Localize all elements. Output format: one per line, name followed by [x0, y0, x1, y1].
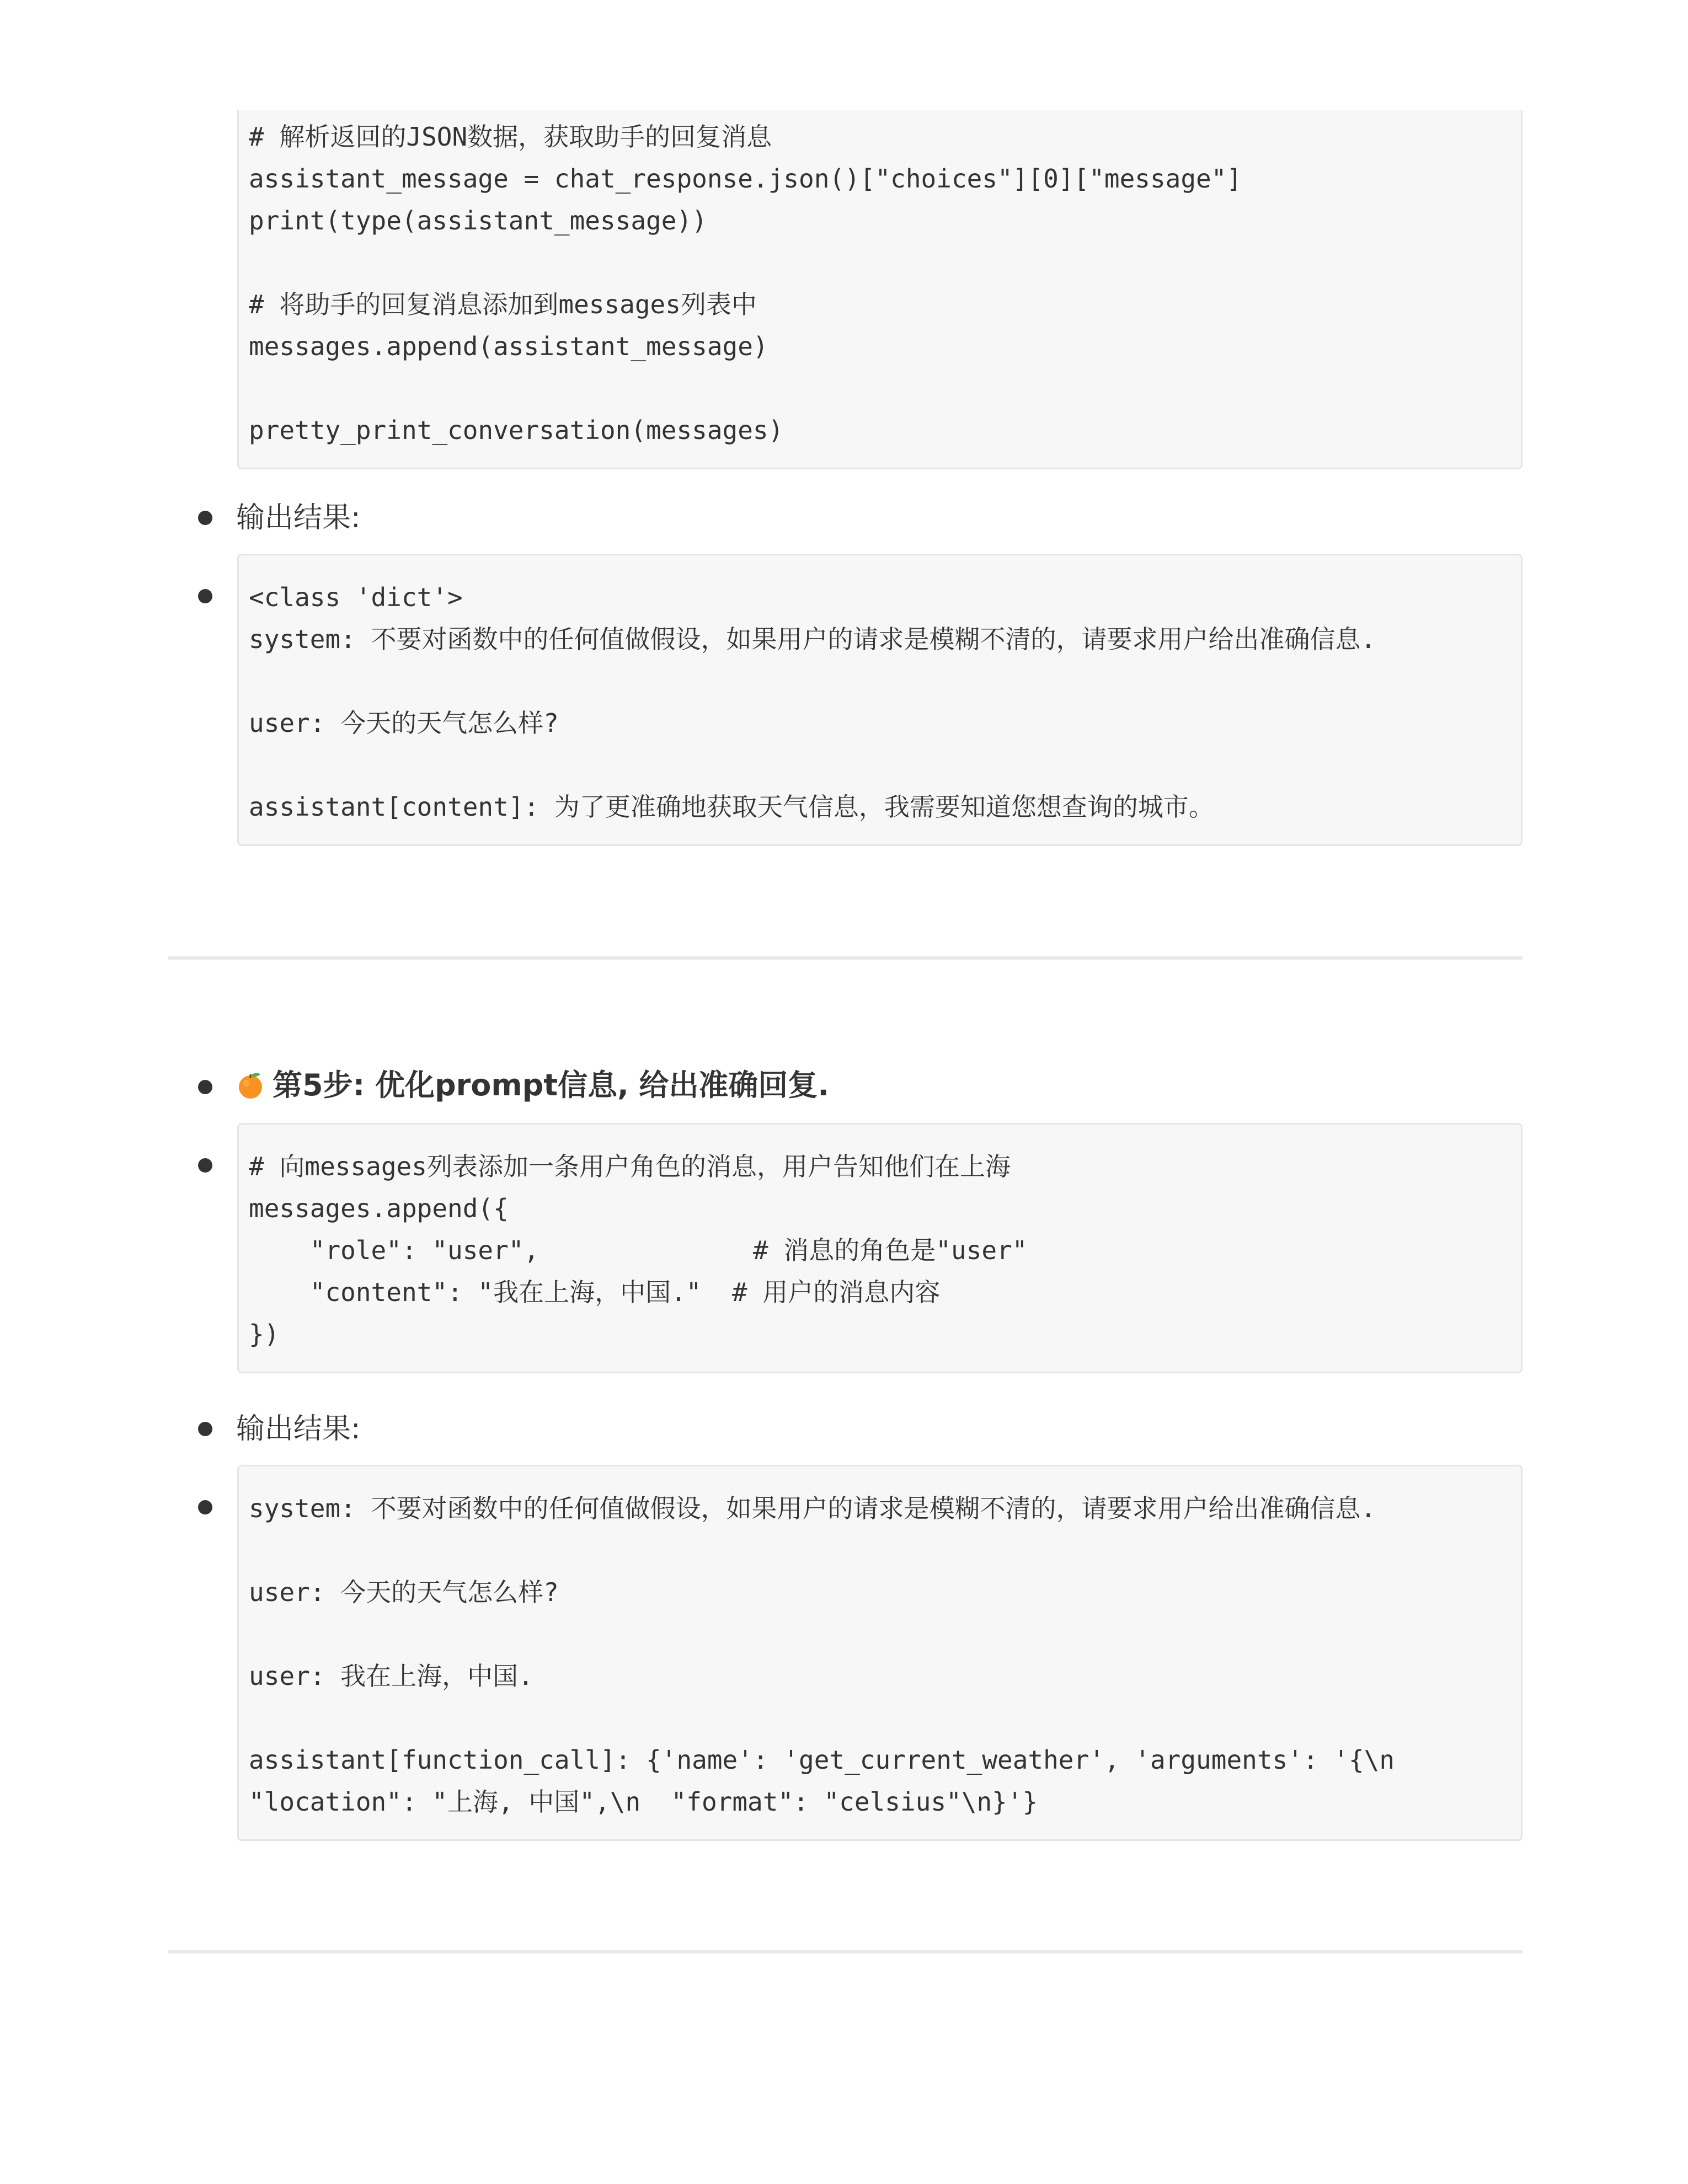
- step4-output-block: [237, 554, 1523, 846]
- code-line: messages.append({: [249, 1193, 509, 1223]
- bullet-dot: [198, 1080, 212, 1094]
- bullet-dot: [198, 511, 212, 525]
- output-line: <class 'dict'>: [249, 582, 463, 612]
- step5-output-label: 输出结果:: [236, 1412, 361, 1446]
- code-line: }): [249, 1319, 280, 1349]
- code-line: messages.append(assistant_message): [249, 331, 768, 361]
- step4-output-label: 输出结果:: [236, 501, 361, 534]
- output-line: system: 不要对函数中的任何值做假设，如果用户的请求是模糊不清的，请要求用户给出准确信息.: [249, 624, 1376, 654]
- code-line: # 向messages列表添加一条用户角色的消息，用户告知他们在上海: [249, 1152, 1011, 1181]
- code-line: print(type(assistant_message)): [249, 206, 707, 235]
- code-line: pretty_print_conversation(messages): [249, 415, 784, 445]
- bullet-dot: [198, 1500, 212, 1514]
- section-divider: [168, 956, 1523, 960]
- output-line: user: 今天的天气怎么样?: [249, 708, 559, 738]
- output-line: [249, 744, 1510, 786]
- code-line: "role": "user", # 消息的角色是"user": [249, 1235, 1028, 1265]
- section-divider: [168, 1950, 1523, 1953]
- output-line: assistant[content]: 为了更准确地获取天气信息，我需要知道您想查询的城市。: [249, 792, 1214, 822]
- code-line: assistant_message = chat_response.json()["choices"][0]["message"]: [249, 164, 1242, 194]
- output-line: user: 今天的天气怎么样?: [249, 1577, 559, 1607]
- output-line: [249, 1529, 1510, 1571]
- output-line: assistant[function_call]: {'name': 'get_current_weather', 'arguments': '{\n: [249, 1745, 1395, 1775]
- output-line: "location": "上海, 中国",\n "format": "celsius"\n}'}: [249, 1787, 1038, 1817]
- output-line: [249, 660, 1510, 702]
- code-line: "content": "我在上海，中国." # 用户的消息内容: [249, 1277, 941, 1307]
- output-line: user: 我在上海，中国.: [249, 1661, 533, 1691]
- step4-code-block: [237, 110, 1523, 469]
- output-line: system: 不要对函数中的任何值做假设，如果用户的请求是模糊不清的，请要求用户给出准确信息.: [249, 1494, 1376, 1523]
- code-line: [249, 242, 1510, 283]
- bullet-dot: [198, 1158, 212, 1173]
- step5-heading: [236, 1066, 829, 1105]
- step5-heading-text: 第5步: 优化prompt信息, 给出准确回复.: [273, 1068, 829, 1102]
- code-line: # 解析返回的JSON数据，获取助手的回复消息: [249, 122, 772, 152]
- step5-code-block: [237, 1123, 1523, 1373]
- output-line: [249, 1613, 1510, 1655]
- code-line: # 将助手的回复消息添加到messages列表中: [249, 290, 757, 319]
- bullet-dot: [198, 1422, 212, 1436]
- code-line: [249, 367, 1510, 409]
- orange-emoji-icon: [236, 1071, 265, 1100]
- bullet-dot: [198, 589, 212, 603]
- step5-output-block: [237, 1465, 1523, 1841]
- output-line: [249, 1697, 1510, 1739]
